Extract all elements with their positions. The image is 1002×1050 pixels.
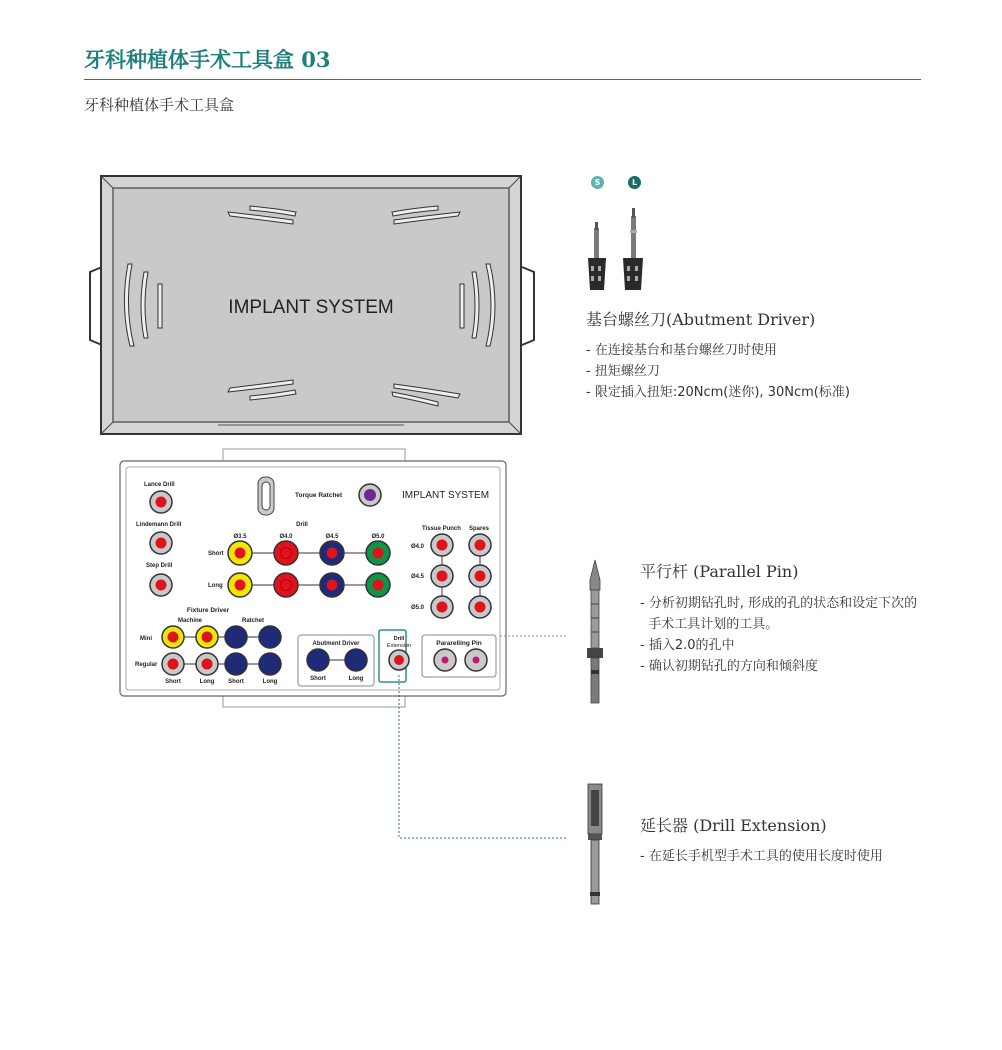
drill-extension-label-2: Extension [386, 643, 412, 649]
parallel-pin-image [582, 558, 608, 708]
step-drill-label: Step Drill [146, 563, 173, 569]
parallel-pin-name: 平行杆 (Parallel Pin) [640, 562, 799, 581]
drill-size-4: Ø5.0 [371, 534, 385, 540]
drill-row-long: Long [208, 583, 223, 589]
drill-extension-name: 延长器 (Drill Extension) [640, 816, 827, 835]
spares-label: Spares [469, 526, 490, 532]
title-divider [84, 79, 921, 80]
ratchet-label: Ratchet [241, 618, 265, 624]
punch-size-3: Ø5.0 [411, 605, 425, 611]
lindemann-drill-label: Lindemann Drill [136, 522, 182, 528]
parallel-desc-2: 手术工具计划的工具。 [640, 617, 779, 632]
mini-label: Mini [140, 636, 152, 642]
extension-desc-1: - 在延长手机型手术工具的使用长度时使用 [640, 849, 883, 864]
abutment-desc-3: - 限定插入扭矩:20Ncm(迷你), 30Ncm(标准) [586, 385, 850, 400]
abutment-driver-label: Abutment Driver [312, 641, 360, 647]
ad-bottom-2: Long [348, 676, 364, 682]
size-badge-l: L [628, 176, 641, 189]
abutment-driver-image [580, 206, 650, 296]
lid-image [88, 172, 538, 440]
parallel-desc-4: - 确认初期钻孔的方向和倾斜度 [640, 659, 818, 674]
lance-drill-label: Lance Drill [144, 482, 175, 488]
size-badge-s: S [591, 176, 604, 189]
drill-extension-label-1: Drill [393, 636, 405, 642]
fd-bottom-3: Short [228, 679, 244, 685]
tray-image [118, 447, 510, 711]
tissue-punch-label: Tissue Punch [422, 526, 461, 532]
drill-size-1: Ø3.5 [233, 534, 247, 540]
drill-size-3: Ø4.5 [325, 534, 339, 540]
regular-label: Regular [135, 662, 158, 668]
fd-bottom-4: Long [262, 679, 278, 685]
page-subtitle: 牙科种植体手术工具盒 [84, 96, 235, 114]
pararelling-pin-label: Pararelling Pin [436, 640, 482, 647]
tray-brand: IMPLANT SYSTEM [402, 490, 490, 501]
lid-label: IMPLANT SYSTEM [228, 297, 394, 318]
page-title: 牙科种植体手术工具盒 03 [84, 47, 331, 72]
fd-bottom-2: Long [199, 679, 215, 685]
drill-size-2: Ø4.0 [279, 534, 293, 540]
ad-bottom-1: Short [310, 676, 326, 682]
drill-heading: Drill [296, 522, 308, 528]
abutment-desc-1: - 在连接基台和基台螺丝刀时使用 [586, 343, 777, 358]
punch-size-1: Ø4.0 [411, 544, 425, 550]
punch-size-2: Ø4.5 [411, 574, 425, 580]
torque-ratchet-label: Torque Ratchet [295, 492, 343, 499]
abutment-desc-2: - 扭矩螺丝刀 [586, 364, 660, 379]
fixture-driver-label: Fixture Driver [186, 607, 230, 614]
parallel-desc-3: - 插入2.0的孔中 [640, 638, 735, 653]
fd-bottom-1: Short [165, 679, 181, 685]
abutment-driver-name: 基台螺丝刀(Abutment Driver) [586, 310, 816, 329]
parallel-desc-1: - 分析初期钻孔时, 形成的孔的状态和设定下次的 [640, 596, 918, 611]
machine-label: Machine [177, 618, 203, 624]
drill-extension-image [584, 782, 606, 910]
drill-row-short: Short [208, 551, 224, 557]
